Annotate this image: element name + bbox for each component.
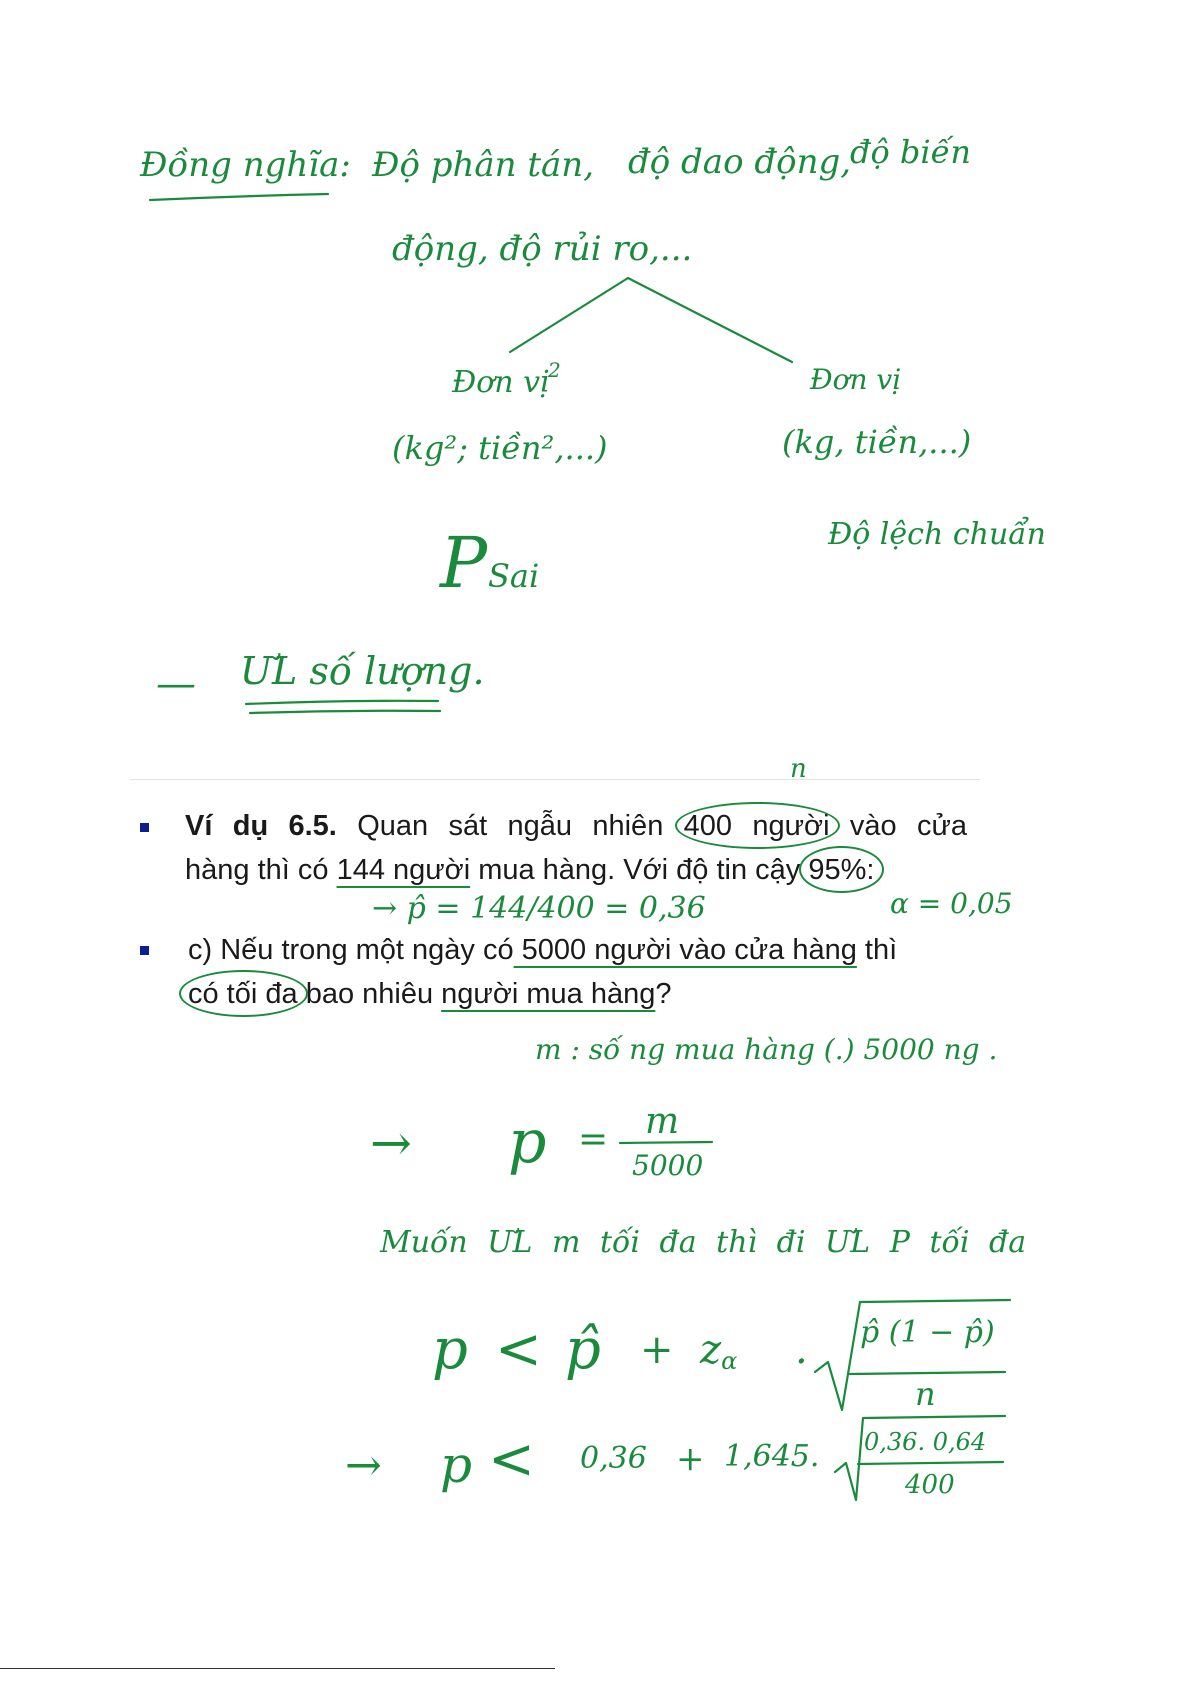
synonym-dispersion: Độ phân tán, (372, 145, 594, 185)
underlined-5000-people: 5000 người vào cửa hàng (513, 934, 857, 966)
fraction-bar-proportion (620, 1142, 712, 1143)
circled-confidence-95: 95%: (808, 854, 875, 886)
formula-numeric-plus: + (676, 1439, 705, 1479)
synonym-variation-start: độ biến (850, 133, 971, 171)
example-line-2-start: hàng thì có (185, 854, 337, 886)
formula-general-phat: p̂ (565, 1317, 601, 1382)
page-bottom-rule (0, 1668, 555, 1669)
estimate-dash: — (156, 661, 196, 707)
example-line-1-text: Quan sát ngẫu nhiên (357, 810, 664, 842)
variance-letter-p: P (440, 522, 488, 604)
question-line-2-middle: bao nhiêu (297, 978, 442, 1010)
fraction-bar-general (850, 1372, 1005, 1374)
tree-branch-right (628, 278, 792, 362)
circled-400-people: 400 người (683, 810, 830, 842)
formula-numeric-numerator: 0,36. 0,64 (864, 1428, 987, 1456)
fraction-bar-numeric (858, 1462, 1003, 1464)
z-subscript-alpha: α (721, 1347, 738, 1375)
sample-size-note: n (790, 754, 807, 784)
underlined-buyers: người mua hàng (441, 978, 656, 1010)
formula-numeric-phat-value: 0,36 (580, 1441, 647, 1476)
question-line-2 (188, 976, 671, 1012)
left-branch-unit: Đơn vị (452, 365, 550, 400)
estimate-heading-underline-2 (250, 711, 440, 713)
z-letter: z (700, 1327, 722, 1373)
variance-word-sai: Sai (488, 557, 540, 595)
standard-deviation-label: Độ lệch chuẩn (828, 517, 1046, 552)
underlined-144-people: 144 người (336, 854, 471, 886)
sample-proportion-calc: → p̂ = 144/400 = 0,36 (372, 891, 706, 926)
left-branch-unit-power: 2 (548, 358, 561, 382)
formula-numeric-z-value: 1,645. (724, 1439, 820, 1474)
formula-general-z (700, 1327, 738, 1375)
synonym-fluctuation: độ dao động, (628, 142, 852, 182)
formula-numeric-arrow: → (345, 1440, 382, 1491)
formula-general-dot: . (795, 1327, 808, 1373)
example-label: Ví dụ 6.5. (185, 810, 337, 842)
formula-general-plus: + (640, 1327, 674, 1373)
example-line-2 (185, 852, 874, 888)
synonyms-label-underline (150, 194, 328, 200)
m-definition: m : số ng mua hàng (.) 5000 ng . (535, 1033, 998, 1066)
example-line-1 (185, 808, 967, 844)
tree-branch-left (510, 278, 628, 352)
formula-general-denominator: n (915, 1375, 936, 1413)
proportion-equals: = (578, 1119, 609, 1160)
question-line-2-end: ? (655, 978, 672, 1010)
bullet-square-example (140, 823, 149, 832)
proportion-numerator: m (645, 1101, 680, 1142)
formula-numeric-less-than: < (488, 1427, 535, 1492)
example-line-1-end: vào cửa (849, 810, 968, 842)
formula-general-numerator: p̂ (1 − p̂) (860, 1315, 995, 1350)
alpha-value: α = 0,05 (890, 887, 1013, 920)
proportion-p: p (508, 1107, 547, 1177)
circled-at-most: có tối đa (188, 978, 298, 1010)
example-line-2-middle: mua hàng. Với độ tin cậy (470, 854, 809, 886)
synonyms-label: Đồng nghĩa: (140, 145, 351, 185)
proportion-denominator: 5000 (632, 1149, 704, 1182)
estimate-heading-underline-1 (246, 701, 438, 704)
question-line-1-end: thì (856, 934, 898, 966)
synonym-risk-line: động, độ rủi ro,... (392, 229, 693, 269)
formula-numeric-lhs: p (440, 1436, 473, 1494)
slide-divider (130, 779, 980, 780)
estimate-heading: ƯL số lượng. (240, 649, 485, 693)
estimation-idea: Muốn ƯL m tối đa thì đi ƯL P tối đa (380, 1225, 1027, 1260)
formula-numeric-denominator: 400 (905, 1470, 955, 1500)
bullet-square-question (140, 946, 149, 955)
question-line-1 (188, 932, 897, 968)
question-line-1-start: c) Nếu trong một ngày có (188, 934, 514, 966)
left-branch-examples: (kg²; tiền²,...) (392, 429, 608, 467)
right-branch-unit: Đơn vị (810, 363, 902, 396)
formula-general-less-than: < (495, 1317, 542, 1382)
proportion-arrow: → (370, 1114, 412, 1172)
formula-general-lhs: p (432, 1317, 468, 1382)
right-branch-examples: (kg, tiền,...) (782, 423, 972, 461)
